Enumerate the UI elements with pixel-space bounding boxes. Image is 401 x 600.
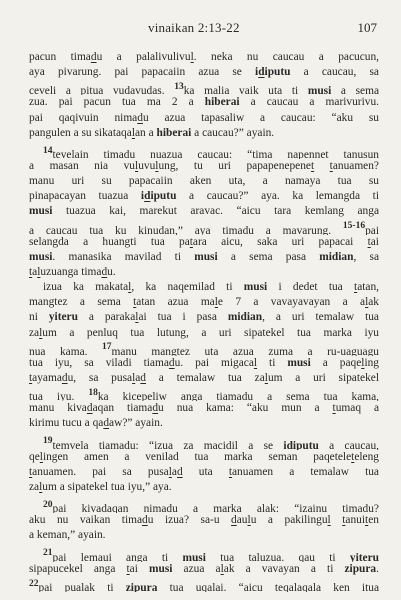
text-line: tua iyu, sa viladi tiamadu. pai migacal ti musi a paqeling bbox=[29, 356, 379, 369]
text-line: $^{22}$pai pualak ti zipura tua uqalai. “aicu teqalaqala ken itua bbox=[29, 578, 379, 592]
body-text bbox=[29, 50, 379, 592]
text-line: sipapucekel anga tai musi azua alak a vavayan a ti zipura. bbox=[29, 562, 379, 575]
text-line: zalum a penluq tua lutung, a uri sipatekel tua marka iyu bbox=[29, 326, 379, 339]
text-line: zua. pai pacun tua ma 2 a hiberai a caucau a marivurivu. bbox=[29, 96, 379, 109]
text-line: musi tuazua kai, marekut aravac. “aicu tara kemlang anga bbox=[29, 205, 379, 218]
text-line: nua kama. $^{17}$manu mangtez uta azua zuma a ru-uaguagu bbox=[29, 342, 379, 356]
text-line: kirimu tucu a qadaw?” ayain. bbox=[29, 417, 163, 430]
text-line: manu uri su papacaiin aken uta, a namaya tua su bbox=[29, 175, 379, 188]
page-number: 107 bbox=[357, 20, 377, 35]
text-line: qelingen amen a venilad tua marka seman paqeteleteleng bbox=[29, 450, 379, 463]
text-line: musi. manasika mavilad ti musi a sema pasa midian, sa bbox=[29, 250, 379, 263]
text-line: ceveli a pitua vudavudas. $^{13}$ka malia vaik uta ti musi a sema bbox=[29, 82, 379, 96]
text-line: ni yiteru a parakalai tua i pasa midian, a uri temalaw tua bbox=[29, 311, 379, 324]
text-line: pai qaqivuin nimadu azua tapasaliw a caucau: “aku su bbox=[29, 111, 379, 124]
text-line: $^{21}$pai lemaui anga ti musi tua taluzua. qau ti yiteru bbox=[43, 548, 379, 562]
text-line: taluzuanga timadu. bbox=[29, 265, 116, 278]
text-line: tanuamen. pai sa pusalad uta tanuamen a temalaw tua bbox=[29, 465, 379, 478]
text-line: zalum a sipatekel tua iyu,” aya. bbox=[29, 480, 172, 493]
text-line: $^{20}$pai kivadaqan nimadu a marka alak: “izainu timadu? bbox=[43, 500, 379, 514]
text-line: pacun timadu a palalivulivul. neka nu caucau a pacucun, bbox=[29, 51, 379, 63]
text-line: pangulen a su sikataqalan a hiberai a caucau?” ayain. bbox=[29, 126, 275, 139]
text-line: mangtez a sema tatan azua male 7 a vavayavayan a alak bbox=[29, 296, 379, 309]
text-line: pinapacayan tuazua idiputu a caucau?” aya. ka lemangda ti bbox=[29, 190, 379, 203]
text-line: a caucau tua ku kinudan,” aya timadu a mavarung. $^{15-16}$pai bbox=[29, 221, 379, 235]
page-header bbox=[0, 20, 401, 36]
text-line: manu kivadaqan tiamadu nua kama: “aku mun a tumaq a bbox=[29, 402, 379, 415]
text-line: tayamadu, sa pusalad a temalaw tua zalum a uri sipatekel bbox=[29, 371, 379, 384]
text-line: $^{19}$temvela tiamadu: “izua za macidil a se idiputu a caucau, bbox=[43, 436, 379, 450]
running-head: vinaikan 2:13-22 bbox=[148, 20, 240, 35]
text-line: a masan nia vuluvulung, tu uri papapenepenet tanuamen? bbox=[29, 159, 379, 172]
text-line: selangda a huangti tua patara aicu, saka uri papacai tai bbox=[29, 235, 379, 248]
text-line: izua ka makatal, ka naqemilad ti musi i dedet tua tatan, bbox=[43, 281, 379, 294]
text-line: a keman,” ayain. bbox=[29, 529, 106, 542]
text-line: tua iyu. $^{18}$ka kicepeliw anga tiamadu a sema tua kama, bbox=[29, 388, 379, 402]
text-line: aku nu vaikan timadu izua? sa-u daulu a pakilingul tanuiten bbox=[29, 514, 379, 527]
text-line: aya pivarung. pai papacaiin azua se idiputu a caucau, sa bbox=[29, 66, 379, 79]
text-line: $^{14}$tevelain timadu nuazua caucau: “tima napennet tanusun bbox=[43, 145, 379, 159]
